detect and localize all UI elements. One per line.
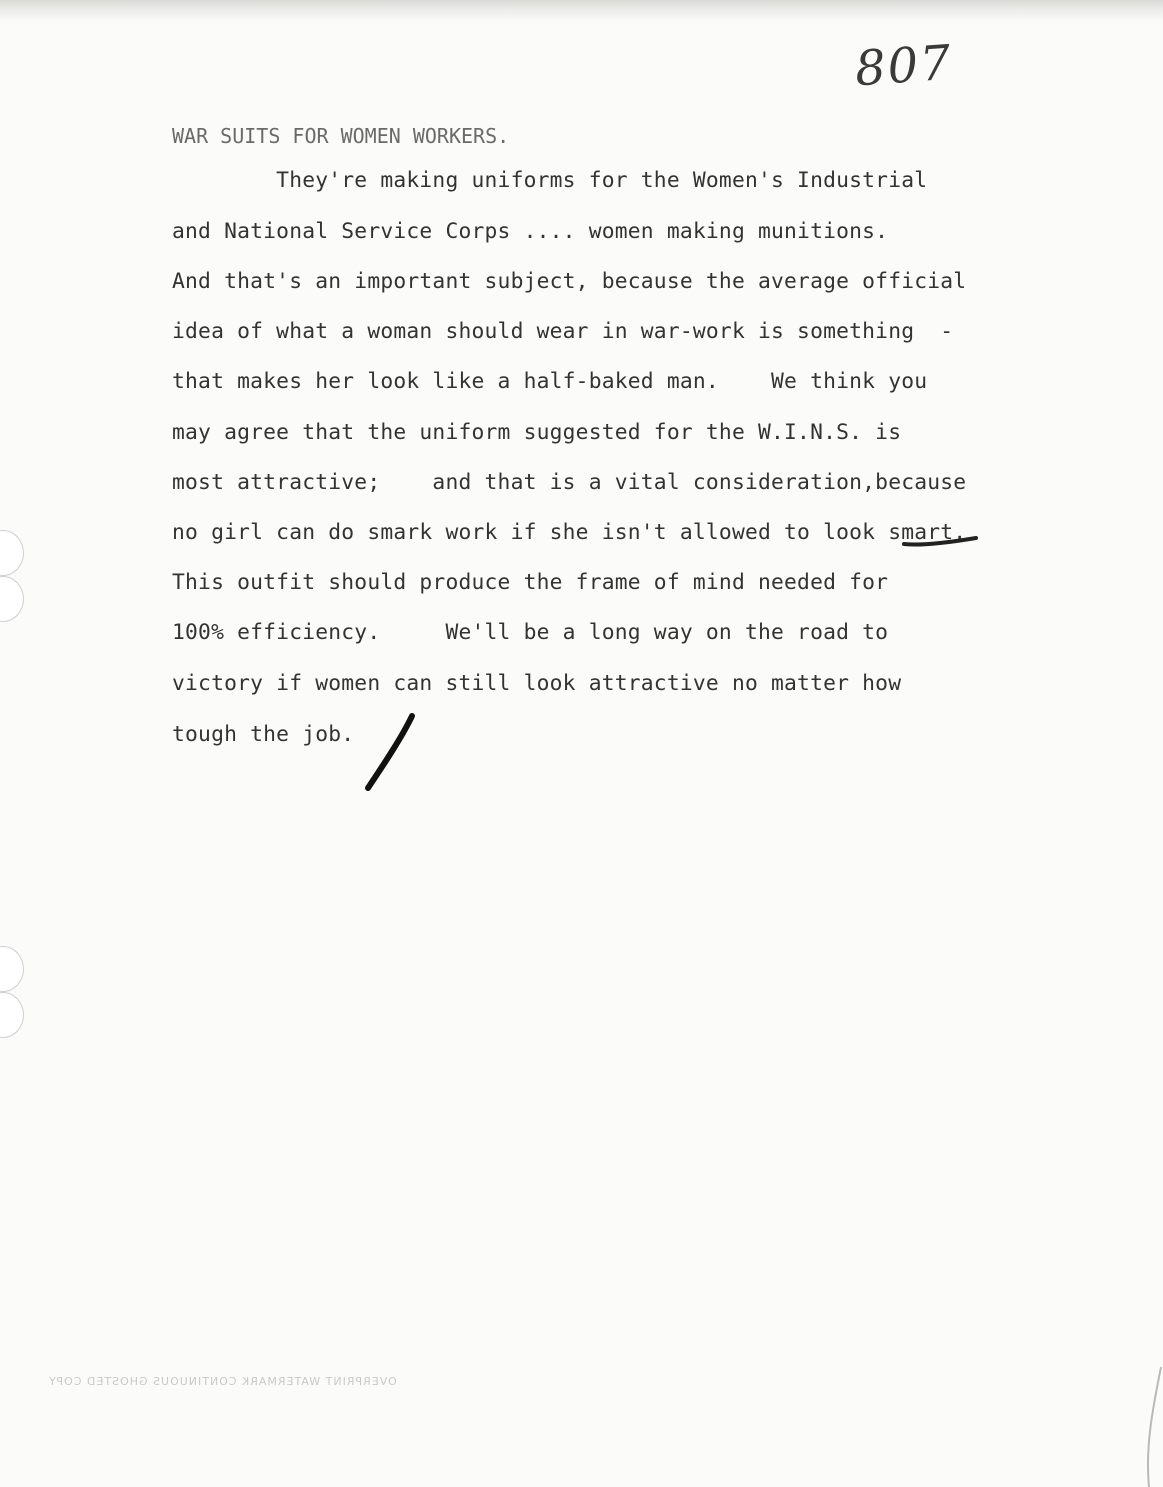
binder-hole-2 xyxy=(0,576,24,622)
underline-mark xyxy=(902,530,978,550)
body-line-12: tough the job. xyxy=(172,722,355,747)
body-line-7: most attractive; and that is a vital consideration,because xyxy=(172,470,967,495)
body-line-10: 100% efficiency. We'll be a long way on the road to xyxy=(172,620,889,645)
body-line-3: And that's an important subject, because the average official xyxy=(172,269,967,294)
binder-hole-1 xyxy=(0,530,24,576)
binder-hole-4 xyxy=(0,992,24,1038)
ghosted-footer-text: OVERPRINT WATERMARK CONTINUOUS GHOSTED COPY xyxy=(48,1375,397,1388)
body-line-8: no girl can do smark work if she isn't allowed to look smart. xyxy=(172,520,967,545)
body-line-4: idea of what a woman should wear in war-work is something - xyxy=(172,319,954,344)
page-corner-curl xyxy=(1123,1367,1163,1487)
scan-top-shadow xyxy=(0,0,1163,22)
body-line-11: victory if women can still look attractive no matter how xyxy=(172,671,902,696)
handwritten-page-number: 807 xyxy=(853,34,955,98)
body-line-5: that makes her look like a half-baked man. We think you xyxy=(172,369,928,394)
body-line-9: This outfit should produce the frame of mind needed for xyxy=(172,570,889,595)
body-line-2: and National Service Corps .... women making munitions. xyxy=(172,219,889,244)
body-line-1: They're making uniforms for the Women's Industrial xyxy=(172,168,928,193)
binder-hole-3 xyxy=(0,946,24,992)
body-line-6: may agree that the uniform suggested for the W.I.N.S. is xyxy=(172,420,902,445)
handwritten-slash-mark xyxy=(362,712,422,792)
document-headline: WAR SUITS FOR WOMEN WORKERS. xyxy=(172,124,510,148)
